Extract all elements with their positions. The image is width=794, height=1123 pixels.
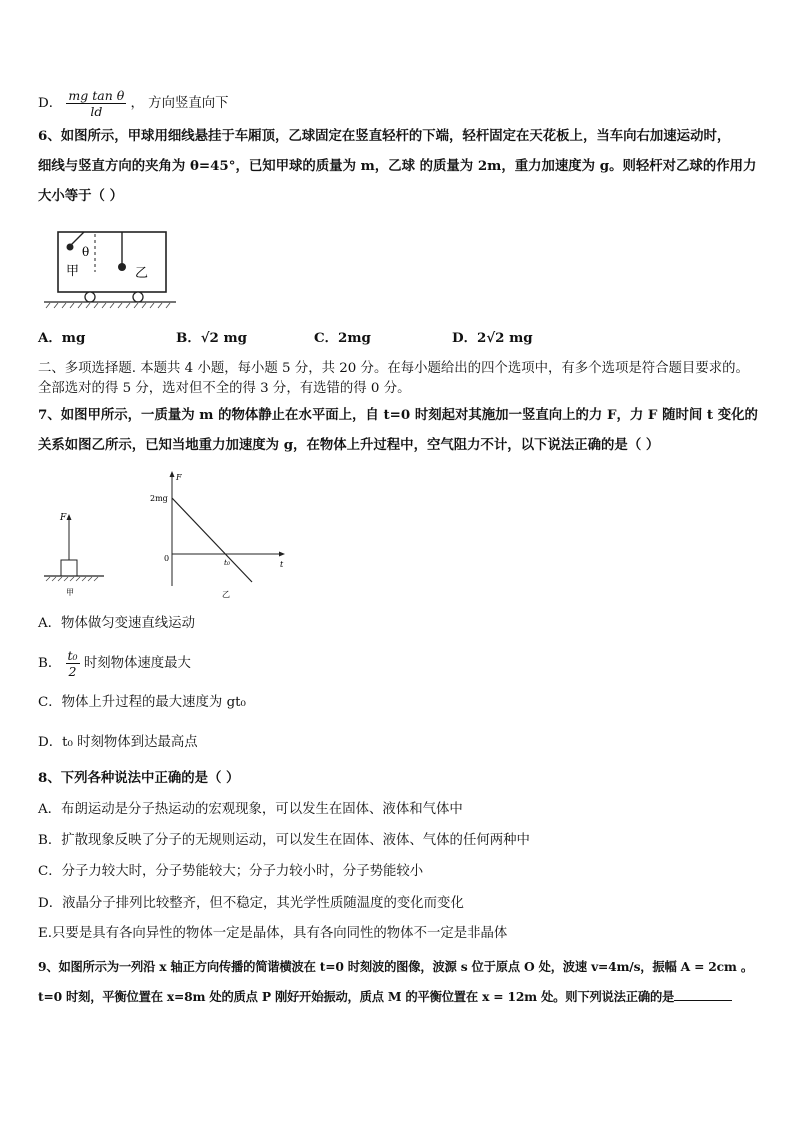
label-jia: 甲 — [66, 588, 74, 597]
q7-option-b-letter: B． — [38, 656, 62, 671]
wheel-left — [85, 292, 95, 302]
ground-hatch — [46, 303, 170, 308]
q7-option-a[interactable]: A．物体做匀变速直线运动 — [38, 616, 195, 631]
ball-yi — [118, 263, 126, 271]
q5-frac-denominator: ld — [90, 104, 103, 119]
f-t-line — [172, 498, 252, 582]
label-t0: t₀ — [224, 558, 231, 567]
q7-option-b-numerator: t₀ — [67, 648, 78, 663]
q6-stem-line-1: 6、如图所示，甲球用细线悬挂于车厢顶，乙球固定在竖直轻杆的下端，轻杆固定在天花板上，当车向右加速运动时， — [38, 128, 731, 144]
q9-stem-line-2-text: t=0 时刻，平衡位置在 x=8m 处的质点 P 刚好开始振动，质点 M 的平衡位置在 x = 12m 处。则下列说法正确的是 — [38, 989, 675, 1004]
block — [61, 560, 77, 576]
label-origin: 0 — [164, 554, 170, 563]
q6-option-c[interactable]: C．2mg — [314, 330, 371, 346]
label-F-axis: F — [176, 473, 182, 482]
q7-option-b[interactable] — [38, 648, 191, 679]
q5-option-d-fraction — [66, 88, 126, 119]
f-axis-arrow — [170, 471, 175, 477]
label-2mg: 2mg — [150, 494, 168, 503]
q7-stem-line-1: 7、如图甲所示，一质量为 m 的物体静止在水平面上，自 t=0 时刻起对其施加一竖直向上的力 F，力 F 随时间 t 变化的 — [38, 407, 758, 423]
q7-figure-yi-graph — [140, 466, 295, 601]
label-yi: 乙 — [222, 590, 230, 599]
ground-hatch — [46, 577, 98, 581]
force-arrow-head — [67, 514, 72, 520]
section2-line-1: 二、多项选择题. 本题共 4 小题，每小题 5 分，共 20 分。在每小题给出的四个选项中，有多个选项是符合题目要求的。 — [38, 361, 749, 376]
q5-option-d[interactable] — [38, 88, 229, 119]
string — [70, 232, 84, 246]
q9-answer-blank[interactable] — [674, 1000, 732, 1001]
label-jia: 甲 — [66, 264, 80, 279]
q7-option-b-denominator: 2 — [68, 664, 77, 679]
q8-option-c[interactable]: C．分子力较大时，分子势能较大；分子力较小时，分子势能较小 — [38, 864, 424, 879]
q7-figure-jia — [40, 506, 112, 598]
label-yi: 乙 — [135, 266, 149, 281]
q7-option-d[interactable]: D．t₀ 时刻物体到达最高点 — [38, 735, 198, 750]
t-axis-arrow — [279, 552, 285, 557]
q9-stem-line-1: 9、如图所示为一列沿 x 轴正方向传播的简谐横波在 t=0 时刻波的图像，波源 s 位于原点 O 处，波速 v=4m/s，振幅 A = 2cm 。 — [38, 959, 753, 974]
q6-option-b[interactable]: B．√2 mg — [176, 330, 248, 346]
label-F-left: F — [60, 513, 67, 523]
ball-jia — [67, 244, 74, 251]
wheel-right — [133, 292, 143, 302]
label-t-axis: t — [280, 560, 284, 569]
q8-option-a[interactable]: A．布朗运动是分子热运动的宏观现象，可以发生在固体、液体和气体中 — [38, 802, 463, 817]
q6-stem-line-2: 细线与竖直方向的夹角为 θ=45°，已知甲球的质量为 m，乙球 的质量为 2m，重力加速度为 g。则轻杆对乙球的作用力 — [38, 158, 757, 174]
q8-option-b[interactable]: B．扩散现象反映了分子的无规则运动，可以发生在固体、液体、气体的任何两种中 — [38, 833, 530, 848]
q7-stem-line-2: 关系如图乙所示，已知当地重力加速度为 g，在物体上升过程中，空气阻力不计，以下说法正确的是（ ） — [38, 437, 660, 453]
q5-option-d-letter: D． — [38, 96, 63, 111]
label-theta: θ — [82, 245, 90, 259]
q7-option-c[interactable]: C．物体上升过程的最大速度为 gt₀ — [38, 695, 246, 710]
q8-stem: 8、下列各种说法中正确的是（ ） — [38, 770, 240, 786]
q8-option-e[interactable]: E.只要是具有各向异性的物体一定是晶体，具有各向同性的物体不一定是非晶体 — [38, 926, 508, 941]
q5-frac-numerator: mg tan θ — [68, 88, 125, 103]
q9-stem-line-2 — [38, 989, 732, 1005]
q7-option-b-fraction — [66, 648, 80, 679]
q7-option-b-text: 时刻物体速度最大 — [83, 656, 191, 671]
section2-line-2: 全部选对的得 5 分，选对但不全的得 3 分，有选错的得 0 分。 — [38, 381, 411, 396]
q6-figure-cart — [40, 224, 180, 310]
q6-option-a[interactable]: A．mg — [38, 330, 86, 346]
q8-option-d[interactable]: D．液晶分子排列比较整齐，但不稳定，其光学性质随温度的变化而变化 — [38, 896, 464, 911]
q5-option-d-text: ， 方向竖直向下 — [130, 96, 229, 111]
q6-option-d[interactable]: D．2√2 mg — [452, 330, 533, 346]
q6-stem-line-3: 大小等于（ ） — [38, 188, 124, 204]
